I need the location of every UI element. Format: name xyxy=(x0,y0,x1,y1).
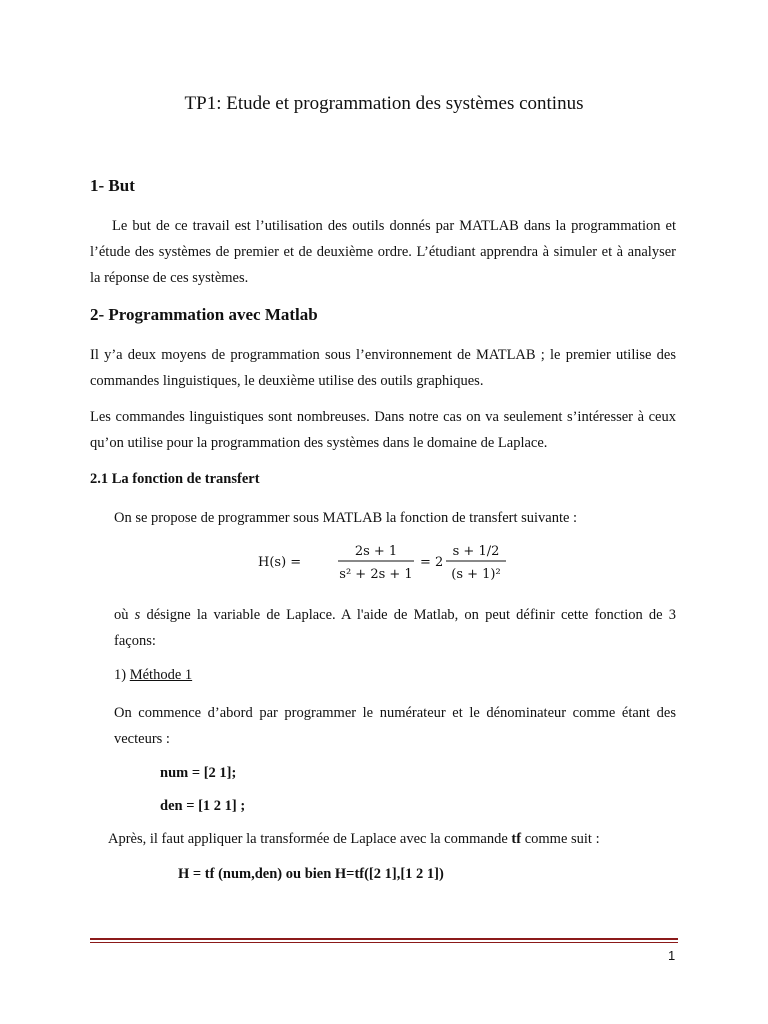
footer-rule xyxy=(90,938,678,940)
section-heading-but: 1- But xyxy=(90,176,135,195)
transfer-function-equation xyxy=(256,536,516,586)
equation-equals: = 2 xyxy=(420,555,444,570)
variable-text-rest: désigne la variable de Laplace. A l'aide de Matlab, on peut définir cette fonction de 3 façons: xyxy=(114,607,677,649)
paragraph-moyens: Il y’a deux moyens de programmation sous l’environnement de MATLAB ; le premier utilise des commandes linguistiques, le deuxième utilise des outils graphiques. xyxy=(90,347,676,389)
equation-numerator-2: s + 1/2 xyxy=(452,544,500,559)
paragraph-but: Le but de ce travail est l’utilisation des outils donnés par MATLAB dans la programmation et l’étude des systèmes de premier et de deuxième ordre. L’étudiant apprendra à simuler et à analyser la réponse de ces systèmes. xyxy=(90,218,676,286)
paragraph-variable-laplace xyxy=(114,602,676,654)
code-den: den = [1 2 1] ; xyxy=(160,798,246,814)
subsection-heading-fonction-transfert: 2.1 La fonction de transfert xyxy=(90,471,260,487)
code-tf: H = tf (num,den) ou bien H=tf([2 1],[1 2 1]) xyxy=(178,866,444,882)
apply-command: tf xyxy=(511,831,522,847)
method-title: Méthode 1 xyxy=(129,667,193,683)
equation-denominator-1: s² + 2s + 1 xyxy=(339,567,413,582)
code-num: num = [2 1]; xyxy=(160,765,237,781)
apply-prefix: Après, il faut appliquer la transformée de Laplace avec la commande xyxy=(108,831,512,847)
document-title: TP1: Etude et programmation des systèmes continus xyxy=(184,93,584,114)
paragraph-methode-1: On commence d’abord par programmer le numérateur et le dénominateur comme étant des vecteurs : xyxy=(114,705,676,747)
equation-lhs: H(s) = xyxy=(258,555,302,570)
footer-rule-thin xyxy=(90,942,678,943)
page-number: 1 xyxy=(668,948,676,963)
variable-s: s xyxy=(134,607,141,623)
paragraph-appliquer xyxy=(108,831,600,848)
paragraph-commandes: Les commandes linguistiques sont nombreuses. Dans notre cas on va seulement s’intéresser à ceux qu’on utilise pour la programmation des systèmes dans le domaine de Laplace. xyxy=(90,409,676,451)
method-number: 1) xyxy=(114,667,130,683)
variable-text-prefix: où xyxy=(114,607,135,623)
method-1-label xyxy=(114,662,676,688)
apply-suffix: comme suit : xyxy=(521,831,600,847)
equation-numerator-1: 2s + 1 xyxy=(354,544,398,559)
section-heading-programmation: 2- Programmation avec Matlab xyxy=(90,305,318,324)
paragraph-intro-fonction: On se propose de programmer sous MATLAB la fonction de transfert suivante : xyxy=(114,510,578,526)
equation-denominator-2: (s + 1)² xyxy=(451,567,501,582)
